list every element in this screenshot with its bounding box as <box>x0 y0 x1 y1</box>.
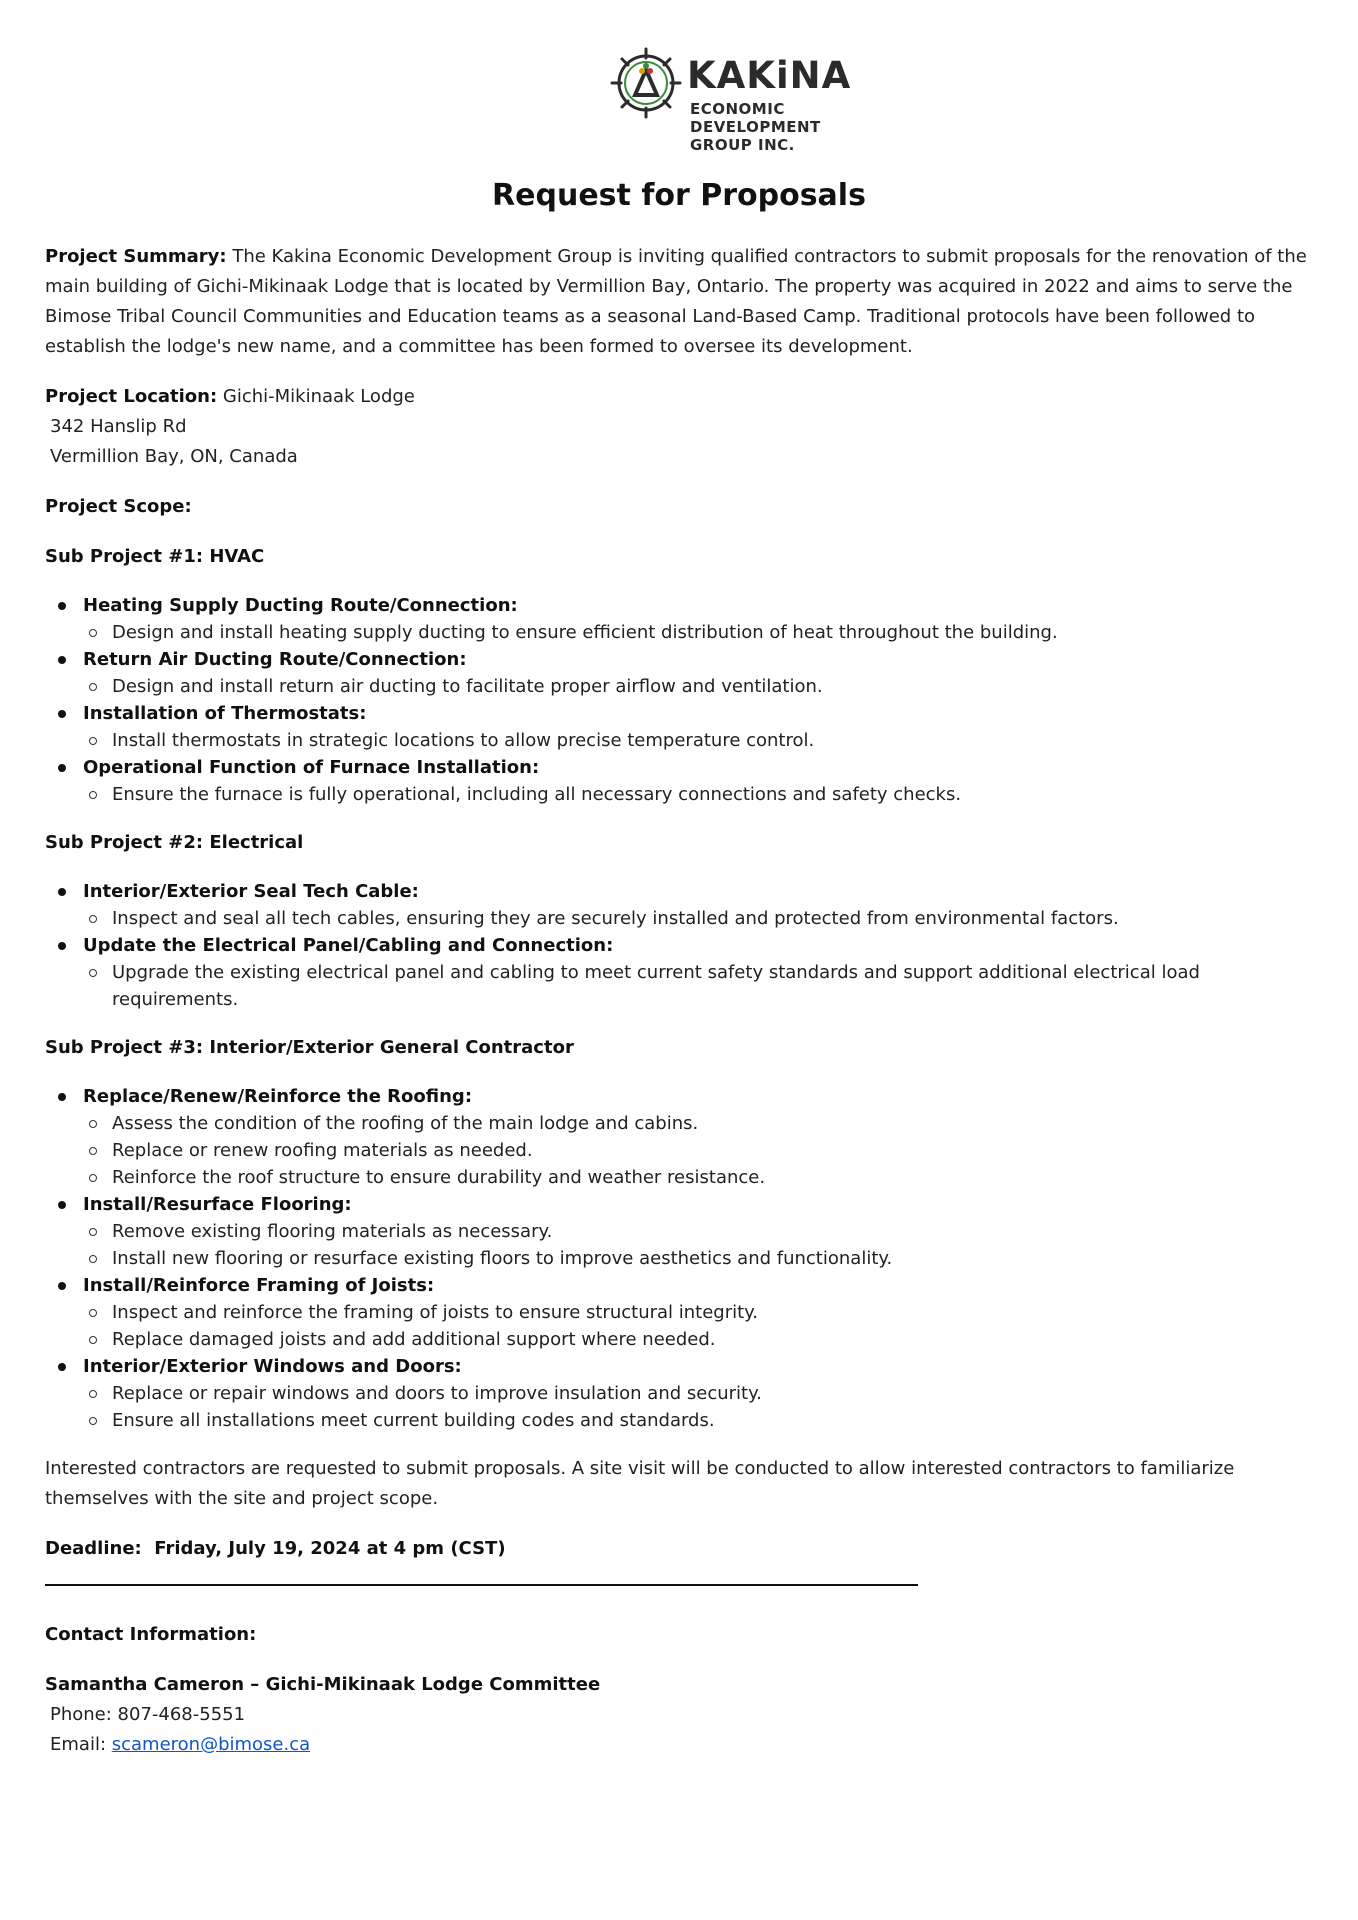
list-item <box>83 781 1313 808</box>
item-label: Interior/Exterior Windows and Doors: <box>83 1356 462 1377</box>
item-label: Update the Electrical Panel/Cabling and Connection: <box>83 935 614 956</box>
circle-bullet-icon <box>89 629 97 637</box>
list-item <box>83 1110 1313 1137</box>
circle-bullet-icon <box>89 969 97 977</box>
list-item <box>45 1191 1313 1272</box>
contact-block <box>45 1670 1313 1760</box>
list-item <box>83 1407 1313 1434</box>
item-label: Install/Resurface Flooring: <box>83 1194 352 1215</box>
circle-bullet-icon <box>89 791 97 799</box>
bullet-icon <box>58 1282 66 1290</box>
item-label: Install/Reinforce Framing of Joists: <box>83 1275 435 1296</box>
list-item <box>83 1218 1313 1245</box>
list-item <box>83 1164 1313 1191</box>
list-item <box>45 592 1313 646</box>
logo-wordmark: KAKiNA <box>687 54 852 97</box>
circle-bullet-icon <box>89 1228 97 1236</box>
circle-bullet-icon <box>89 1174 97 1182</box>
list-item <box>83 673 1313 700</box>
circle-bullet-icon <box>89 1120 97 1128</box>
medicine-wheel-logo-icon <box>610 47 682 119</box>
summary-label: Project Summary: <box>45 246 227 267</box>
bullet-icon <box>58 1363 66 1371</box>
project-scope-heading: Project Scope: <box>45 496 192 517</box>
list-item <box>83 905 1313 932</box>
item-detail: Remove existing flooring materials as necessary. <box>112 1221 553 1242</box>
bullet-icon <box>58 888 66 896</box>
circle-bullet-icon <box>89 1417 97 1425</box>
item-label: Interior/Exterior Seal Tech Cable: <box>83 881 419 902</box>
contact-name: Samantha Cameron – Gichi-Mikinaak Lodge Committee <box>45 1674 601 1695</box>
sub-project-1-list <box>45 592 1313 808</box>
sub-project-1-title: Sub Project #1: HVAC <box>45 546 265 567</box>
phone-value: 807-468-5551 <box>117 1704 246 1725</box>
bullet-icon <box>58 656 66 664</box>
list-item <box>83 1380 1313 1407</box>
document-body <box>45 242 1313 1760</box>
item-detail: Ensure all installations meet current building codes and standards. <box>112 1410 715 1431</box>
logo-sub-line: DEVELOPMENT <box>690 118 821 136</box>
logo-subtitle <box>690 100 821 154</box>
item-detail: Install new flooring or resurface existing floors to improve aesthetics and functionality. <box>112 1248 893 1269</box>
list-item <box>45 646 1313 700</box>
deadline-label: Deadline: <box>45 1538 142 1559</box>
divider <box>45 1584 918 1586</box>
circle-bullet-icon <box>89 683 97 691</box>
sub-project-3-title: Sub Project #3: Interior/Exterior General Contractor <box>45 1037 574 1058</box>
list-item <box>45 1083 1313 1191</box>
item-detail: Replace or repair windows and doors to improve insulation and security. <box>112 1383 762 1404</box>
list-item <box>83 959 1313 1013</box>
list-item <box>83 619 1313 646</box>
circle-bullet-icon <box>89 1255 97 1263</box>
bullet-icon <box>58 710 66 718</box>
item-label: Return Air Ducting Route/Connection: <box>83 649 467 670</box>
project-summary <box>45 242 1313 362</box>
contact-email <box>45 1730 1313 1760</box>
item-detail: Install thermostats in strategic locations to allow precise temperature control. <box>112 730 815 751</box>
location-address-line: Vermillion Bay, ON, Canada <box>50 446 298 467</box>
item-detail: Design and install heating supply ducting to ensure efficient distribution of heat throughout the building. <box>112 622 1058 643</box>
list-item <box>83 727 1313 754</box>
bullet-icon <box>58 764 66 772</box>
list-item <box>83 1299 1313 1326</box>
item-detail: Reinforce the roof structure to ensure durability and weather resistance. <box>112 1167 766 1188</box>
bullet-icon <box>58 942 66 950</box>
circle-bullet-icon <box>89 1336 97 1344</box>
page-title: Request for Proposals <box>492 178 866 213</box>
list-item <box>83 1326 1313 1353</box>
item-detail: Assess the condition of the roofing of the main lodge and cabins. <box>112 1113 699 1134</box>
closing-paragraph: Interested contractors are requested to submit proposals. A site visit will be conducted to allow interested contractors to familiarize themselves with the site and project scope. <box>45 1458 1235 1509</box>
location-name: Gichi-Mikinaak Lodge <box>217 386 415 407</box>
list-item <box>45 700 1313 754</box>
location-address-line: 342 Hanslip Rd <box>50 416 187 437</box>
list-item <box>45 754 1313 808</box>
item-label: Installation of Thermostats: <box>83 703 367 724</box>
list-item <box>45 1272 1313 1353</box>
item-detail: Ensure the furnace is fully operational, including all necessary connections and safety checks. <box>112 784 962 805</box>
sub-project-2-title: Sub Project #2: Electrical <box>45 832 304 853</box>
list-item <box>45 1353 1313 1434</box>
location-label: Project Location: <box>45 386 218 407</box>
item-detail: Design and install return air ducting to facilitate proper airflow and ventilation. <box>112 676 823 697</box>
summary-text: The Kakina Economic Development Group is inviting qualified contractors to submit proposals for the renovation of the main building of Gichi-Mikinaak Lodge that is located by Vermillion Bay, Ontario. The property was acquired in 2022 and aims to serve the Bimose Tribal Council Communities and Education teams as a seasonal Land-Based Camp. Traditional protocols have been followed to establish the lodge's new name, and a committee has been formed to oversee its development. <box>45 246 1307 357</box>
bullet-icon <box>58 602 66 610</box>
list-item <box>83 1137 1313 1164</box>
bullet-icon <box>58 1201 66 1209</box>
logo-sub-line: GROUP INC. <box>690 136 795 154</box>
circle-bullet-icon <box>89 1147 97 1155</box>
circle-bullet-icon <box>89 737 97 745</box>
circle-bullet-icon <box>89 1390 97 1398</box>
item-detail: Upgrade the existing electrical panel and cabling to meet current safety standards and support additional electrical load requirements. <box>112 962 1200 1010</box>
list-item <box>45 932 1313 1013</box>
phone-label: Phone: <box>50 1704 118 1725</box>
item-label: Replace/Renew/Reinforce the Roofing: <box>83 1086 473 1107</box>
email-link[interactable]: scameron@bimose.ca <box>111 1734 311 1755</box>
email-label: Email: <box>50 1734 112 1755</box>
sub-project-3-list <box>45 1083 1313 1434</box>
list-item <box>45 878 1313 932</box>
contact-phone <box>45 1700 1313 1730</box>
item-label: Heating Supply Ducting Route/Connection: <box>83 595 518 616</box>
bullet-icon <box>58 1093 66 1101</box>
logo-sub-line: ECONOMIC <box>690 100 785 118</box>
circle-bullet-icon <box>89 915 97 923</box>
item-label: Operational Function of Furnace Installation: <box>83 757 540 778</box>
deadline <box>45 1534 1313 1564</box>
contact-heading: Contact Information: <box>45 1624 257 1645</box>
item-detail: Inspect and reinforce the framing of joists to ensure structural integrity. <box>112 1302 758 1323</box>
item-detail: Replace damaged joists and add additional support where needed. <box>112 1329 716 1350</box>
kakina-logo <box>565 45 855 160</box>
list-item <box>83 1245 1313 1272</box>
sub-project-2-list <box>45 878 1313 1013</box>
deadline-value: Friday, July 19, 2024 at 4 pm (CST) <box>154 1538 506 1559</box>
circle-bullet-icon <box>89 1309 97 1317</box>
item-detail: Inspect and seal all tech cables, ensuring they are securely installed and protected from environmental factors. <box>112 908 1119 929</box>
item-detail: Replace or renew roofing materials as needed. <box>112 1140 533 1161</box>
project-location <box>45 382 1313 472</box>
